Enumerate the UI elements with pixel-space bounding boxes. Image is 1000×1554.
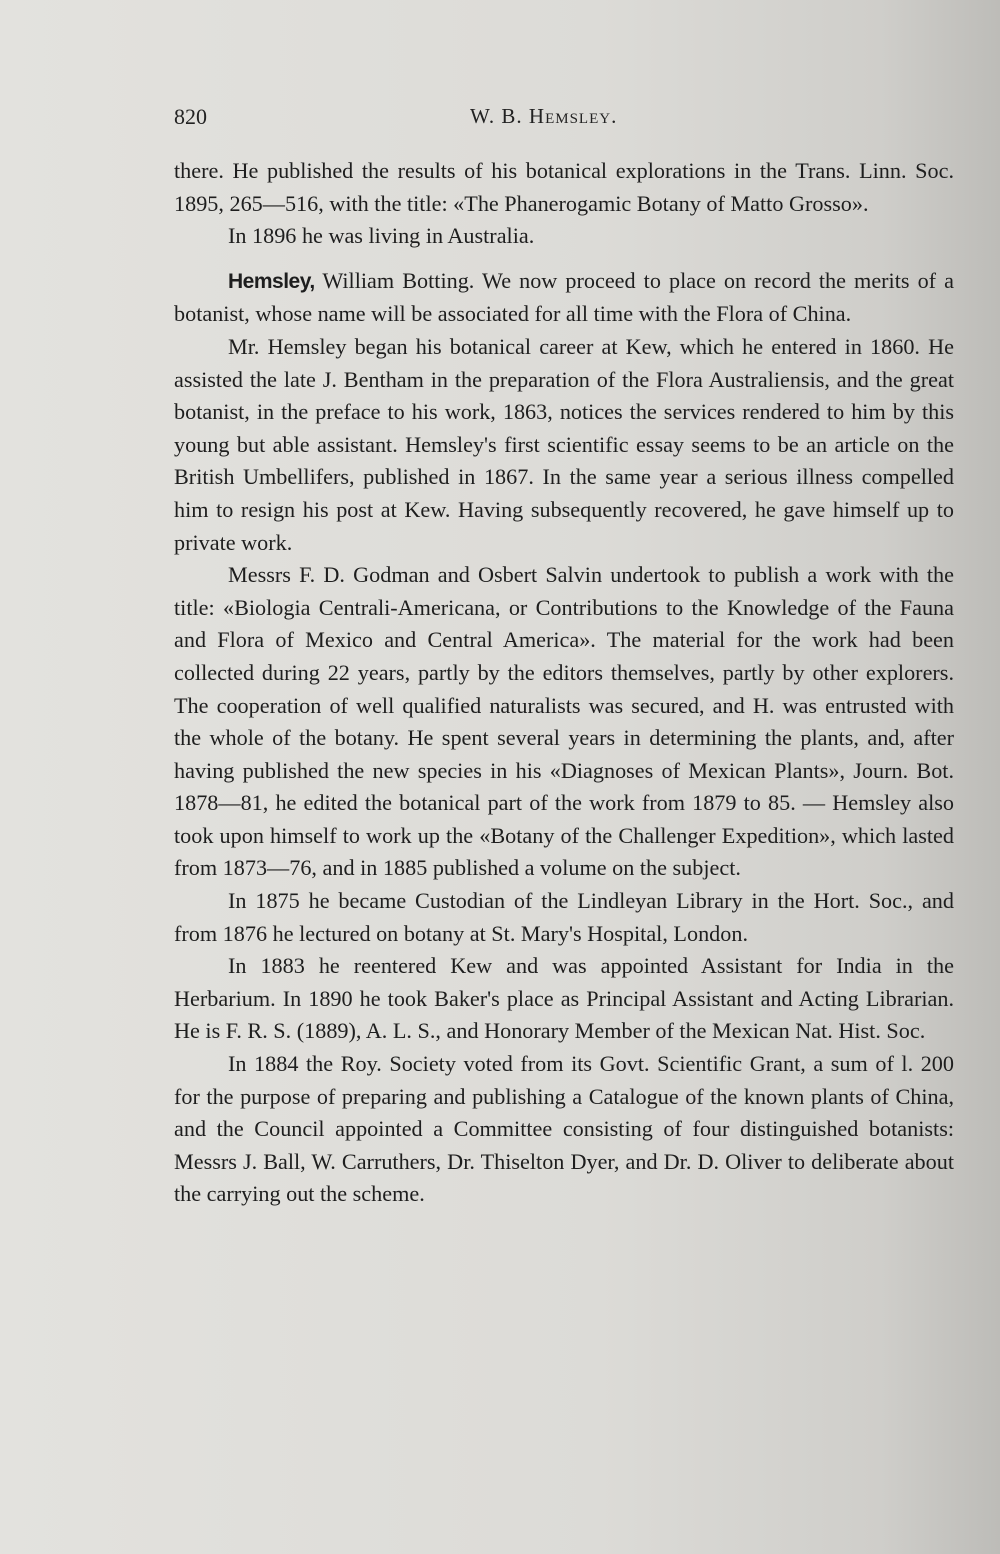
entry-hemsley [174, 265, 954, 331]
entry-heading: Hemsley, [228, 269, 315, 293]
running-head-surname: Hemsley. [528, 104, 618, 128]
paragraph-australia: In 1896 he was living in Australia. [228, 223, 535, 249]
running-head-initials: W. B. [470, 104, 523, 128]
paragraph-kew-career: Mr. Hemsley began his botanical career at Kew, which he entered in 1860. He assisted the late J. Bentham in the preparation of the Flora Australiensis, and the great botanist, in the preface to his work, 1863, notices the services rendered to him by this young but able assistant. Hemsley's first scientific essay seems to be an article on the British Umbellifers, published in 1867. In the same year a serious illness compelled him to resign his post at Kew. Having subsequently recovered, he gave himself up to private work. [174, 333, 954, 555]
paragraph-reentered-kew: In 1883 he reentered Kew and was appointed Assistant for India in the Herbarium. In 1890 he took Baker's place as Principal Assistant and Acting Librarian. He is F. R. S. (1889), A. L. S., and Honorary Member of the Mexican Nat. Hist. Soc. [174, 953, 954, 1044]
paragraph-biologia: Messrs F. D. Godman and Osbert Salvin undertook to publish a work with the title: «Biologia Centrali-Americana, or Contributions to the Knowledge of the Fauna and Flora of Mexico and Central America». The material for the work had been collected during 22 years, partly by the editors themselves, partly by other explorers. The cooperation of well qualified naturalists was secured, and H. was entrusted with the whole of the botany. He spent several years in determining the plants, and, after having published the new species in his «Diagnoses of Mexican Plants», Journ. Bot. 1878—81, he edited the botanical part of the work from 1879 to 85. — Hemsley also took upon himself to work up the «Botany of the Challenger Expedition», which lasted from 1873—76, and in 1885 published a volume on the subject. [174, 562, 954, 881]
paragraph-royal-society: In 1884 the Roy. Society voted from its Govt. Scientific Grant, a sum of l. 200 for the purpose of preparing and publishing a Catalogue of the known plants of China, and the Council appointed a Committee consisting of four distinguished botanists: Messrs J. Ball, W. Carruthers, Dr. Thiselton Dyer, and Dr. D. Oliver to deliberate about the carrying out the scheme. [174, 1051, 954, 1207]
paragraph-continuation: there. He published the results of his botanical explorations in the Trans. Linn. Soc. 1895, 265—516, with the title: «The Phanerogamic Botany of Matto Grosso». [174, 158, 954, 216]
page-number: 820 [174, 104, 207, 129]
body-text [174, 155, 954, 1211]
paragraph-lindleyan-library: In 1875 he became Custodian of the Lindleyan Library in the Hort. Soc., and from 1876 he lectured on botany at St. Mary's Hospital, London. [174, 888, 954, 946]
page-header [174, 104, 954, 134]
running-head [470, 104, 617, 129]
entry-intro: William Botting. We now proceed to place on record the merits of a botanist, whose name will be associated for all time with the Flora of China. [174, 267, 954, 327]
